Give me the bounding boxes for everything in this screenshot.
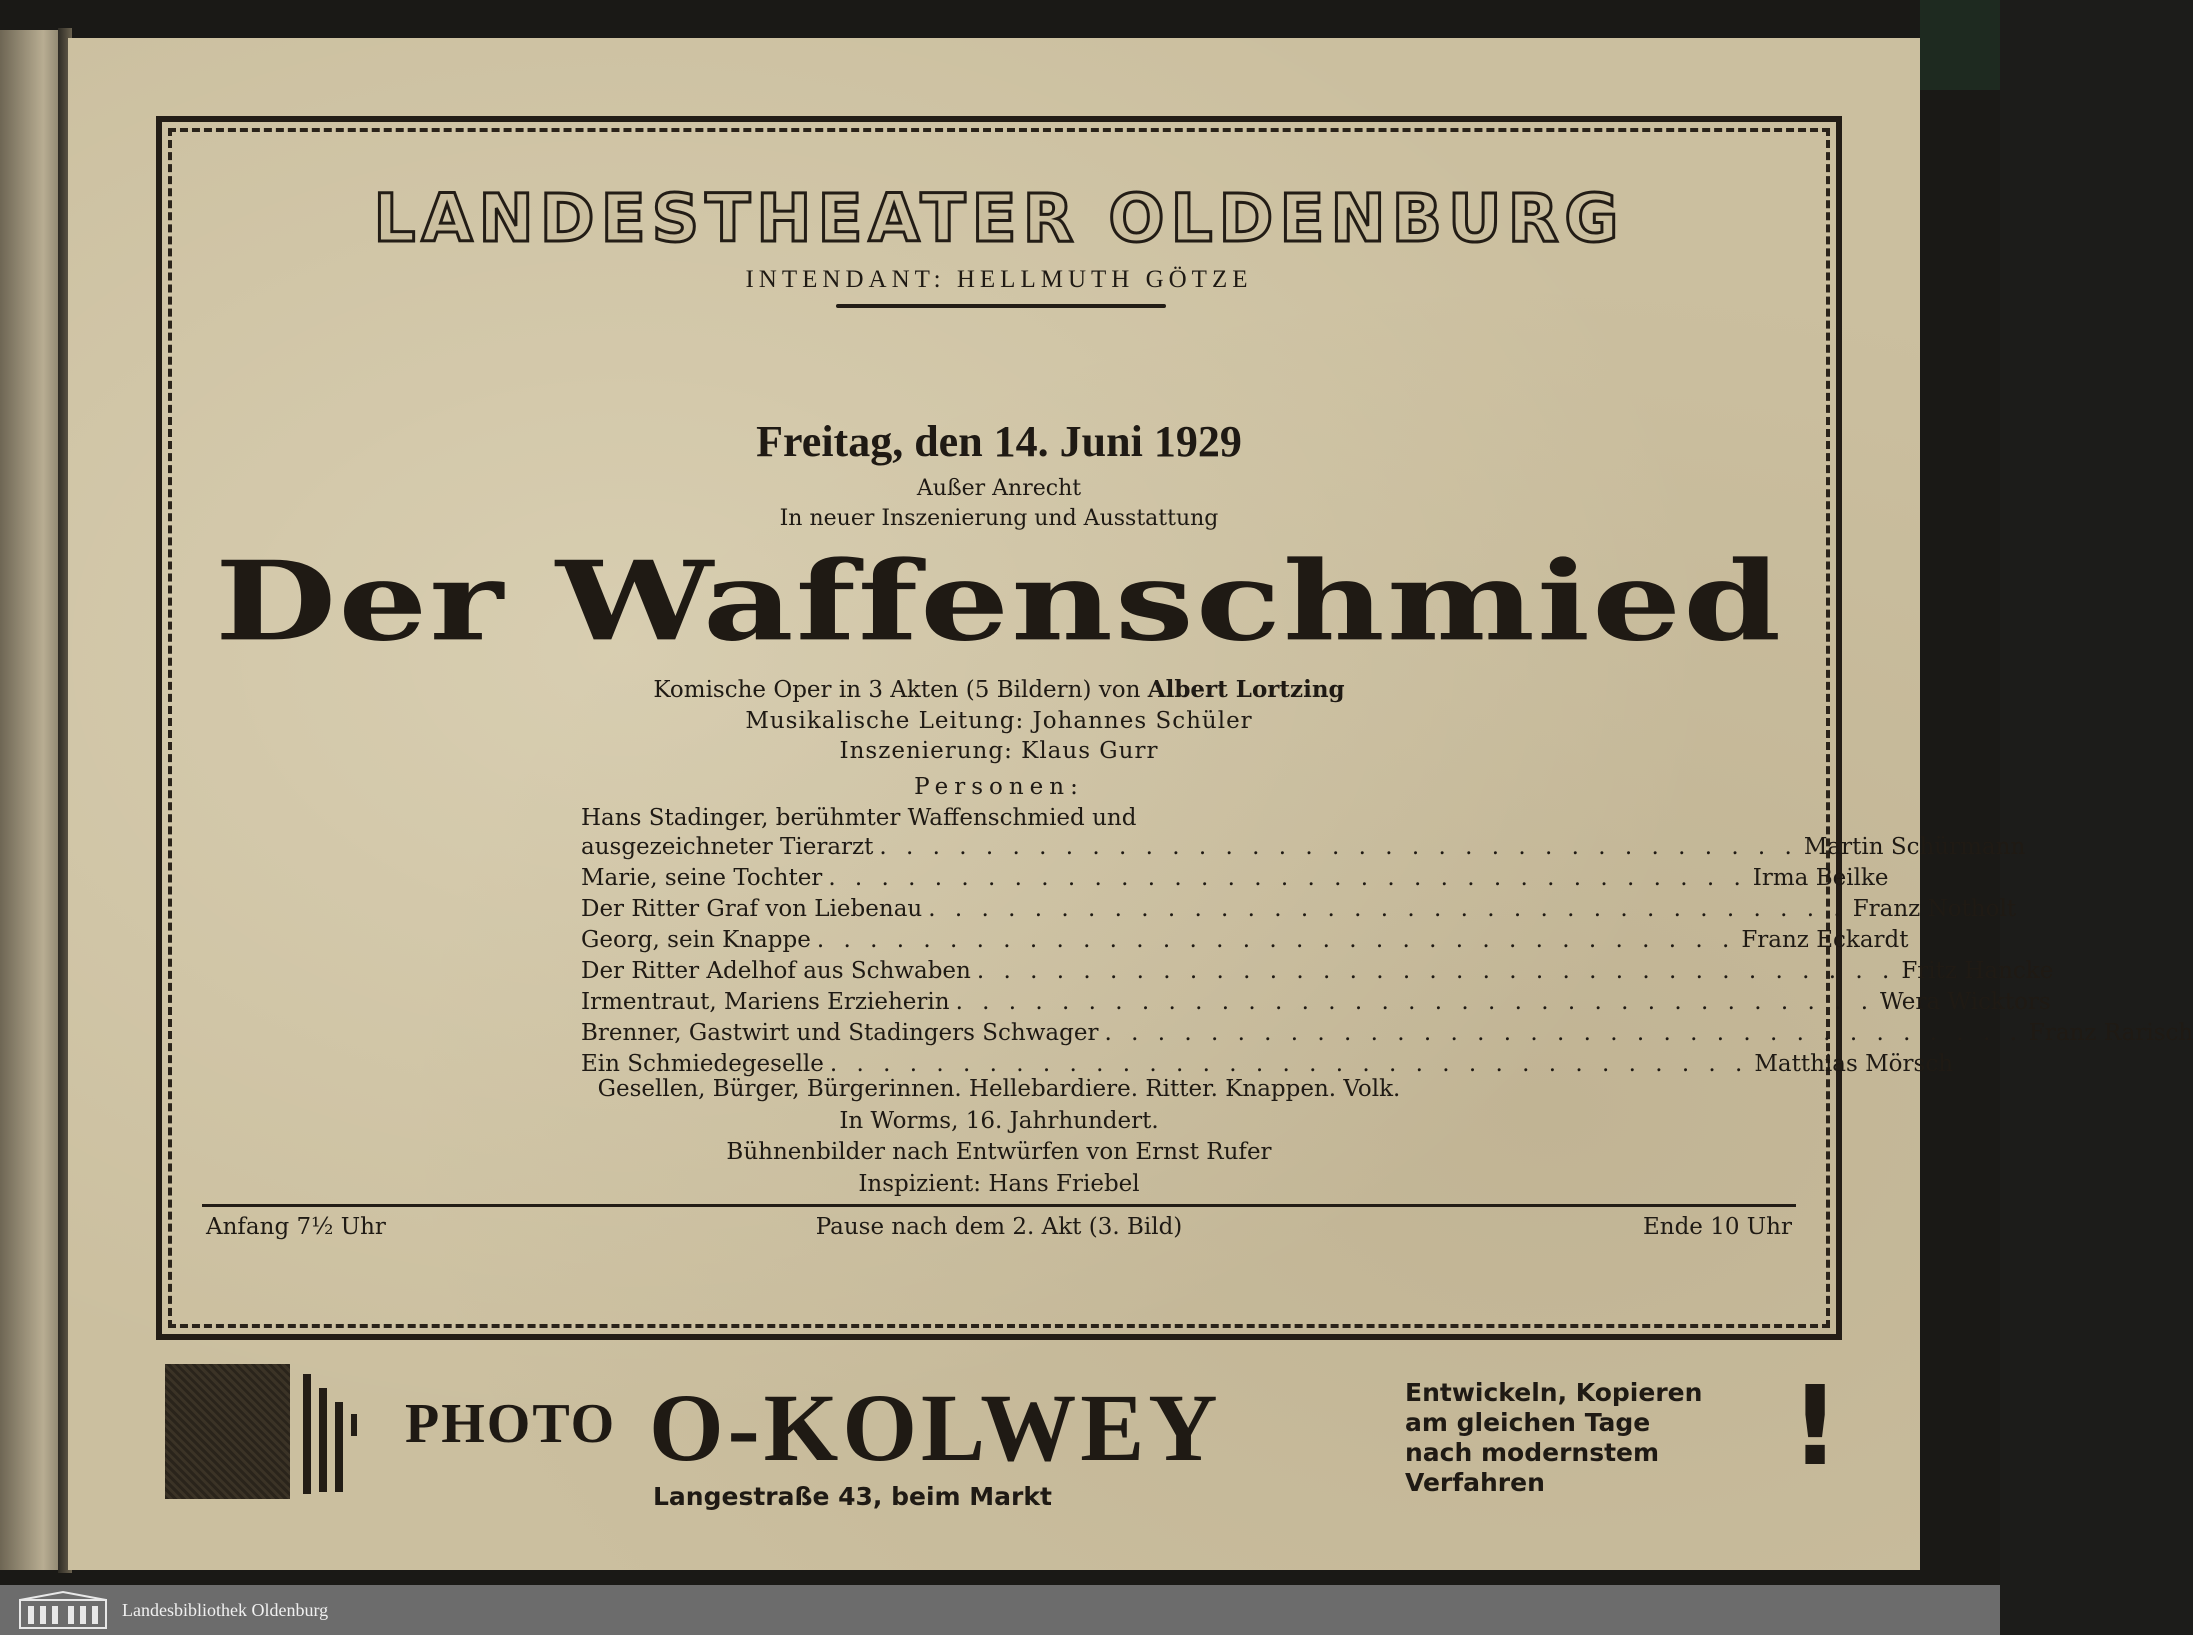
logo-bar [335,1402,343,1492]
logo-bar [303,1374,311,1494]
inspizient-credit: Inspizient: Hans Friebel [858,1171,1140,1197]
leader-dots: . . . . . . . . . . . . . . . . . . . . . . . . . . . . . . . . . . . [879,834,1798,860]
opera-description [176,676,1822,703]
cast-role: Der Ritter Graf von Liebenau [581,896,923,922]
description-prefix: Komische Oper in 3 Akten (5 Bildern) von [653,677,1141,703]
performance-date: Freitag, den 14. Juni 1929 [756,417,1242,466]
photo-ad [165,1354,1845,1534]
slogan-line: Verfahren [1405,1468,1545,1497]
cast-list [581,804,2193,1080]
cast-role: ausgezeichneter Tierarzt [581,834,874,860]
cast-role: Irmentraut, Mariens Erzieherin [581,989,950,1015]
leader-dots: . . . . . . . . . . . . . . . . . . . . . . . . . . . . . . . . . . . [828,865,1747,891]
cast-first-line: Hans Stadinger, berühmter Waffenschmied und [581,805,1137,831]
cast-row [581,925,1909,956]
end-time: Ende 10 Uhr [1642,1214,1792,1240]
cast-role: Brenner, Gastwirt und Stadingers Schwager [581,1020,1099,1046]
cast-row [581,1018,2193,1049]
exclamation-mark: ! [1790,1362,1841,1490]
photo-logo-block [165,1364,290,1499]
newspaper-page [68,38,2193,1570]
cast-actor: Franz Notholt [1852,896,2017,922]
cast-role: Ein Schmiedegeselle [581,1051,824,1077]
theater-ad-content [176,136,2193,1320]
theater-title: LANDESTHEATER OLDENBURG [373,180,1625,257]
opera-title: Der Waffenschmied [214,538,1784,666]
subscription-note: Außer Anrecht [916,476,1082,501]
cast-actor: Franz Eckardt [1741,927,1909,953]
theater-ad-frame [156,116,2193,1340]
logo-bar [319,1388,327,1492]
cast-actor: Wera Wicktors [1880,989,2051,1015]
musical-direction: Musikalische Leitung: Johannes Schüler [745,708,1253,734]
production-note: In neuer Inszenierung und Ausstattung [779,506,1219,531]
title-rule [836,304,1166,308]
cast-row [581,832,2026,863]
bottom-rule [202,1204,1796,1207]
cast-row [581,863,1889,894]
cast-role: Georg, sein Knappe [581,927,811,953]
slogan-line: nach modernstem [1405,1438,1660,1467]
chorus-line: Gesellen, Bürger, Bürgerinnen. Hellebardiere. Ritter. Knappen. Volk. [597,1076,1401,1102]
cast-role: Marie, seine Tochter [581,865,823,891]
pause-note: Pause nach dem 2. Akt (3. Bild) [815,1214,1183,1240]
cast-actor: Matthias Mörsch [1754,1051,1954,1077]
cast-actor: Irma Beilke [1752,865,1889,891]
leader-dots: . . . . . . . . . . . . . . . . . . . . . . . . . . . . . . . . . . . [829,1051,1749,1077]
library-name: Landesbibliothek Oldenburg [122,1599,329,1620]
photo-brand: O-KOLWEY [649,1374,1222,1481]
leader-dots: . . . . . . . . . . . . . . . . . . . . . . . . . . . . . . . . . . . [955,989,1875,1015]
setting-line: In Worms, 16. Jahrhundert. [839,1108,1159,1134]
leader-dots: . . . . . . . . . . . . . . . . . . . . . . . . . . . . . . . . . . . [976,958,1896,984]
cast-actor: Franz Rarisch [2028,1020,2193,1046]
start-time: Anfang 7½ Uhr [206,1214,386,1240]
logo-bar [351,1414,357,1436]
cast-actor: Fritz Hancke [1901,958,2054,984]
leader-dots: . . . . . . . . . . . . . . . . . . . . . . . . . . . . . . . . . . . [928,896,1847,922]
photo-word: PHOTO [405,1393,617,1455]
cast-row [581,987,2051,1018]
photo-slogan [1405,1378,1702,1498]
staging-credit: Inszenierung: Klaus Gurr [839,738,1159,764]
cast-role: Der Ritter Adelhof aus Schwaben [581,958,971,984]
slogan-line: Entwickeln, Kopieren [1405,1378,1703,1407]
left-page-edge [0,30,62,1570]
library-building-icon [18,1590,108,1630]
slogan-line: am gleichen Tage [1405,1408,1651,1437]
scan-corner [1920,0,2000,90]
scenery-credit: Bühnenbilder nach Entwürfen von Ernst Rufer [726,1139,1272,1165]
cast-heading: Personen: [914,774,1084,800]
leader-dots: . . . . . . . . . . . . . . . . . . . . . . . . . . . . . . . . . . . [1104,1020,2023,1046]
photo-address: Langestraße 43, beim Markt [653,1482,1052,1511]
library-footer-bar [0,1585,2000,1635]
cast-actor: Martin Schürmann [1803,834,2026,860]
cast-row [581,894,2017,925]
leader-dots: . . . . . . . . . . . . . . . . . . . . . . . . . . . . . . . . . . . [816,927,1736,953]
cast-row [581,956,2054,987]
composer-name: Albert Lortzing [1147,676,1345,703]
intendant-line: INTENDANT: HELLMUTH GÖTZE [745,266,1253,293]
